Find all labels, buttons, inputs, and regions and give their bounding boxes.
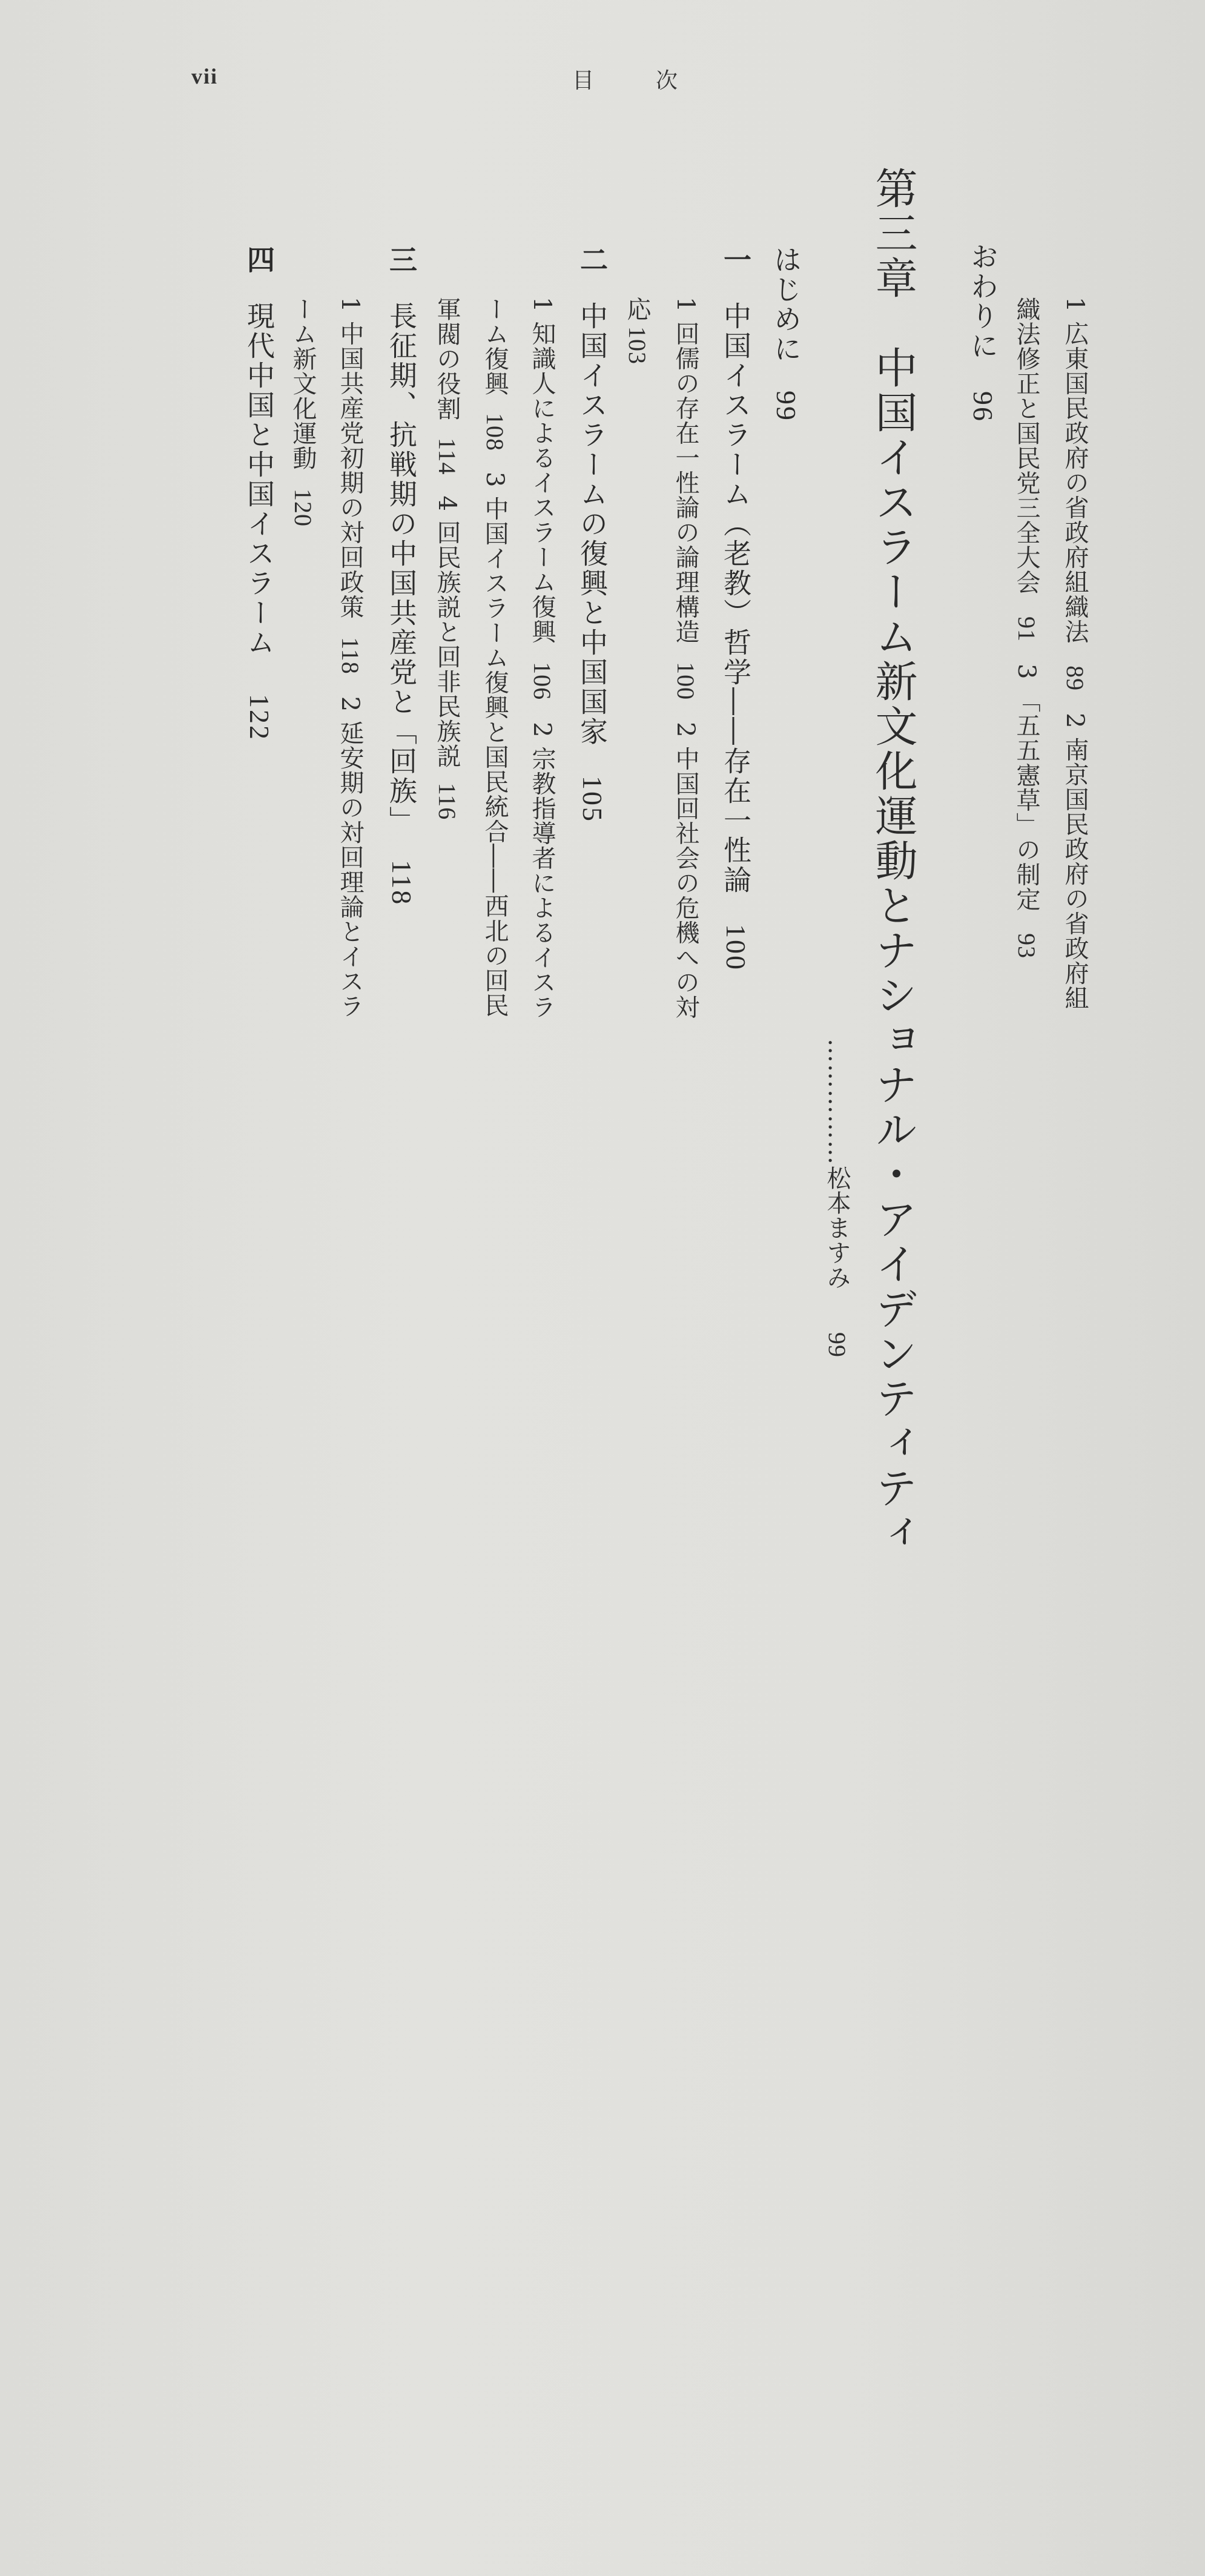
section-4-marker: 四: [243, 245, 276, 275]
toc-section-1-sub-2: 応103: [623, 297, 651, 365]
toc-section-2: 二中国イスラームの復興と中国国家105: [576, 245, 609, 823]
prev-entry-line-1: 1 広東国民政府の省政府組織法892 南京国民政府の省政府組: [1061, 297, 1089, 1011]
running-header-char-2: 次: [656, 68, 679, 93]
toc-section-1: 一中国イスラーム（老教）哲学――存在一性論100: [719, 245, 752, 971]
chapter-author: 松本ますみ: [823, 1166, 851, 1290]
toc-hajimeni: はじめに99: [770, 245, 802, 422]
toc-section-3-sub-1: 1 中国共産党初期の対回政策1182 延安期の対回理論とイスラ: [336, 297, 364, 1019]
chapter-author-line: ……………松本ますみ99: [823, 1039, 851, 1358]
chapter-page: 99: [824, 1332, 851, 1358]
toc-section-3: 三長征期、抗戦期の中国共産党と「回族」118: [385, 245, 418, 907]
running-header: [572, 64, 679, 94]
prev-owarini: おわりに96: [966, 242, 999, 423]
section-2-marker: 二: [576, 245, 609, 275]
toc-section-2-sub-3: 軍閥の役割1144 回民族説と回非民族説116: [433, 297, 461, 821]
prev-entry-line-2: 織法修正と国民党三全大会913 「五五憲草」の制定93: [1012, 297, 1040, 959]
chapter-title: 第三章 中国イスラーム新文化運動とナショナル・アイデンティティ: [868, 167, 918, 1556]
toc-section-2-sub-1: 1 知識人によるイスラーム復興1062 宗教指導者によるイスラ: [528, 297, 556, 1020]
section-3-marker: 三: [385, 245, 418, 275]
section-1-marker: 一: [719, 245, 752, 275]
running-header-char-1: 目: [572, 68, 596, 93]
toc-section-3-sub-2: ーム新文化運動120: [289, 297, 317, 527]
toc-section-4: 四現代中国と中国イスラーム122: [243, 245, 276, 741]
toc-section-1-sub-1: 1 回儒の存在一性論の論理構造1002 中国回社会の危機への対: [672, 297, 699, 1020]
toc-section-2-sub-2: ーム復興1083 中国イスラーム復興と国民統合――西北の回民: [481, 297, 509, 1018]
page-folio: vii: [191, 64, 219, 88]
